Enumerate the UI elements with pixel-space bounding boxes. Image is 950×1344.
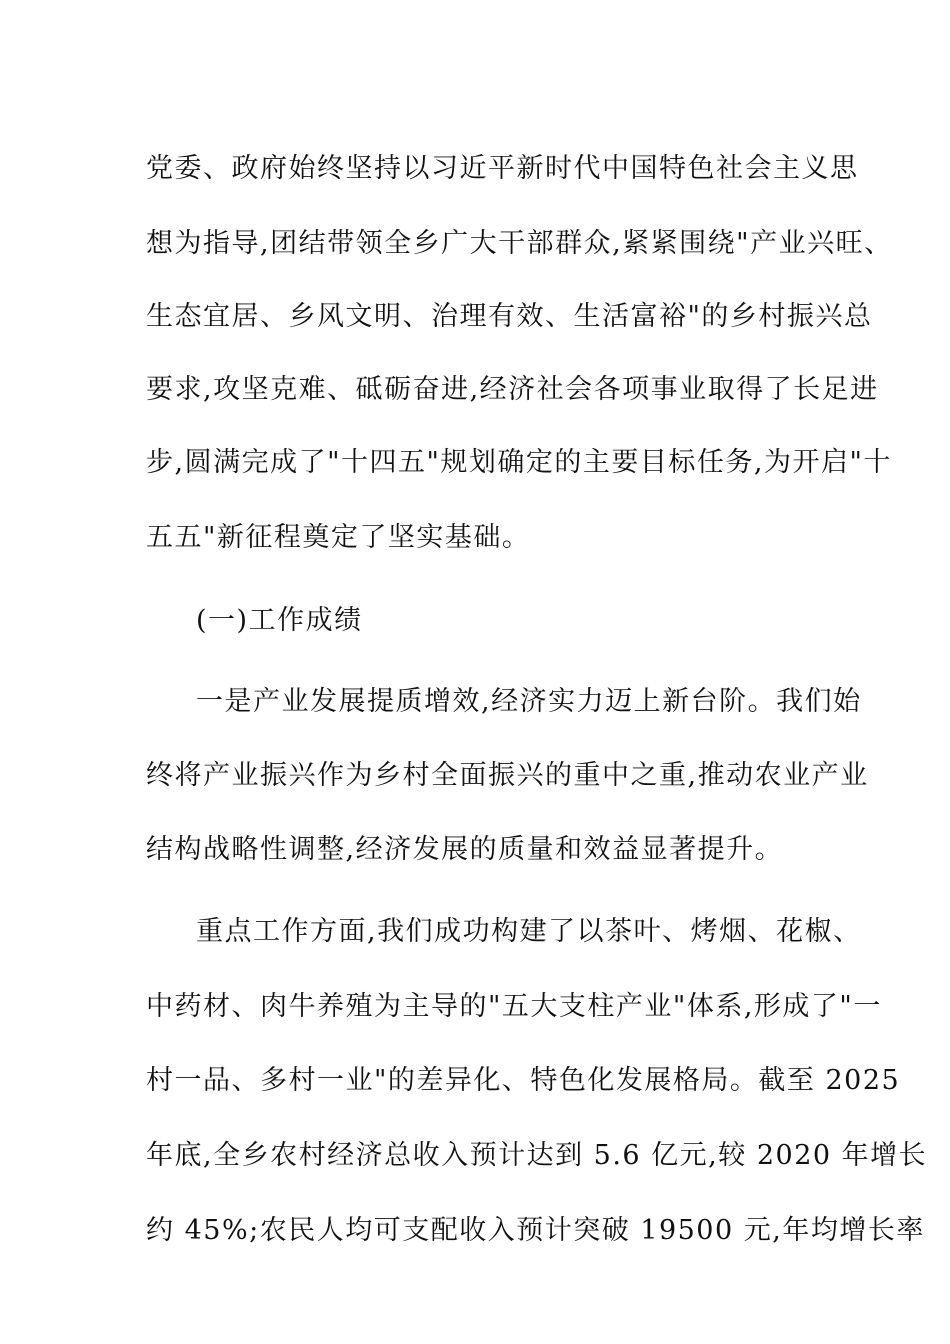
paragraph-line: 村一品、多村一业"的差异化、特色化发展格局。截至 2025 [146, 1065, 901, 1096]
paragraph-line: 要求,攻坚克难、砥砺奋进,经济社会各项事业取得了长足进 [146, 374, 879, 405]
paragraph-line: 生态宜居、乡风文明、治理有效、生活富裕"的乡村振兴总 [146, 301, 873, 332]
paragraph-line: 五五"新征程奠定了坚实基础。 [146, 522, 531, 553]
paragraph-line: 约 45%;农民人均可支配收入预计突破 19500 元,年均增长率 [146, 1215, 925, 1246]
paragraph-line: 年底,全乡农村经济总收入预计达到 5.6 亿元,较 2020 年增长 [146, 1140, 928, 1171]
paragraph-line: 步,圆满完成了"十四五"规划确定的主要目标任务,为开启"十 [146, 447, 892, 478]
paragraph-line: 一是产业发展提质增效,经济实力迈上新台阶。我们始 [196, 686, 862, 717]
section-heading: (一)工作成绩 [196, 605, 363, 636]
paragraph-line: 结构战略性调整,经济发展的质量和效益显著提升。 [146, 834, 784, 865]
paragraph-line: 中药材、肉牛养殖为主导的"五大支柱产业"体系,形成了"一 [146, 991, 882, 1022]
paragraph-line: 终将产业振兴作为乡村全面振兴的重中之重,推动农业产业 [146, 760, 869, 791]
paragraph-line: 想为指导,团结带领全乡广大干部群众,紧紧围绕"产业兴旺、 [146, 228, 893, 259]
paragraph-line: 党委、政府始终坚持以习近平新时代中国特色社会主义思 [146, 153, 859, 184]
paragraph-line: 重点工作方面,我们成功构建了以茶叶、烤烟、花椒、 [196, 916, 862, 947]
